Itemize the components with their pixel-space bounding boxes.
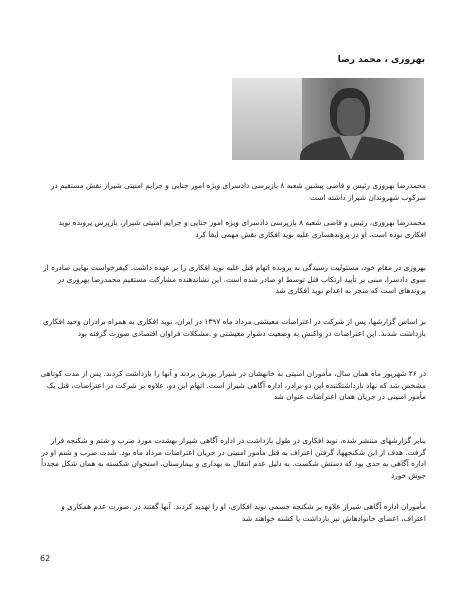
paragraph-4: بر اساس گزارشها، پس از شرکت در اعتراضات معیشتی مرداد ماه ۱۳۹۷ در ایران، نوید افکاری به همراه برادران وحید افکاری بازداشت شدند. این اعتراضات در واکنش به وضعیت دشوار معیشتی و .مشکلات فراوان اقتصادی صورت گرفته بود: [42, 317, 426, 338]
person-name-heading: بهروزی ، محمد رضا: [337, 55, 425, 65]
photo-face: [337, 98, 365, 136]
paragraph-2: محمدرضا بهروزی، رئیس و قاضی شعبه ۸ بازپرسی دادسرای ویژه امور جنایی و جرایم امنیتی شیراز، بازپرس پرونده نوید افکاری بوده است. او در پروندهسازی علیه نوید افکاری نقش مهمی ایفا کرد: [58, 218, 426, 239]
photo-background: [232, 78, 302, 160]
portrait-photo: [232, 78, 424, 160]
page-number: 62: [40, 554, 51, 563]
paragraph-5: در ۲۶ شهریور ماه همان سال، مأموران امنیتی به خانهشان در شیراز یورش بردند و آنها را بازداشت کردند. پس از مدت کوتاهی مشخص شد که نهاد بازداشتکننده این دو برادر، اداره آگاهی شیراز است. اتهام این دو، علاوه بر شرکت در اعتراضات، قتل یک مأمور امنیتی در جریان همان اعتراضات عنوان شد: [40, 369, 426, 401]
paragraph-3: بهروزی در مقام خود، مسئولیت رسیدگی به پرونده اتهام قتل علیه نوید افکاری را بر عهده داشت. کیفرخواست نهایی صادره از سوی دادسرا، مبنی بر تأیید ارتکاب قتل توسط او صادر شده است. این نشاندهنده مشارکت مستقیم محمدرضا بهروزی در پروندهای است که منجر به اعدام نوید افکاری شد: [43, 263, 426, 295]
paragraph-6: بنابر گزارشهای منتشر شده، نوید افکاری در طول بازداشت در اداره آگاهی شیراز بهشدت مورد ضرب و شتم و شکنجه قرار گرفت. هدف از این شکنجهها، گرفتن اعتراف به قتل مأمور امنیتی در جریان اعتراضات مرداد ماه بود. شدت ضرب و شتم او در اداره آگاهی به حدی بود که دستش شکست. به دلیل عدم انتقال به بهداری و بیمارستان، استخوان شکسته به همان شکل مجدداً جوش خورد: [40, 436, 426, 480]
paragraph-7: مأموران اداره آگاهی شیراز علاوه بر شکنجه جسمی نوید افکاری، او را تهدید کردند. آنها گفتند در .صورت عدم همکاری و اعتراف، اعضای خانوادهاش نیز بازداشت یا کشته خواهند شد: [61, 502, 426, 523]
paragraph-1: محمدرضا بهروزی رئیس و قاضی پیشین شعبه ۸ بازپرسی دادسرای ویژه امور جنایی و جرایم امنیتی شیراز نقش مستقیم در سرکوب شهروندان شیراز داشته است: [50, 181, 426, 202]
